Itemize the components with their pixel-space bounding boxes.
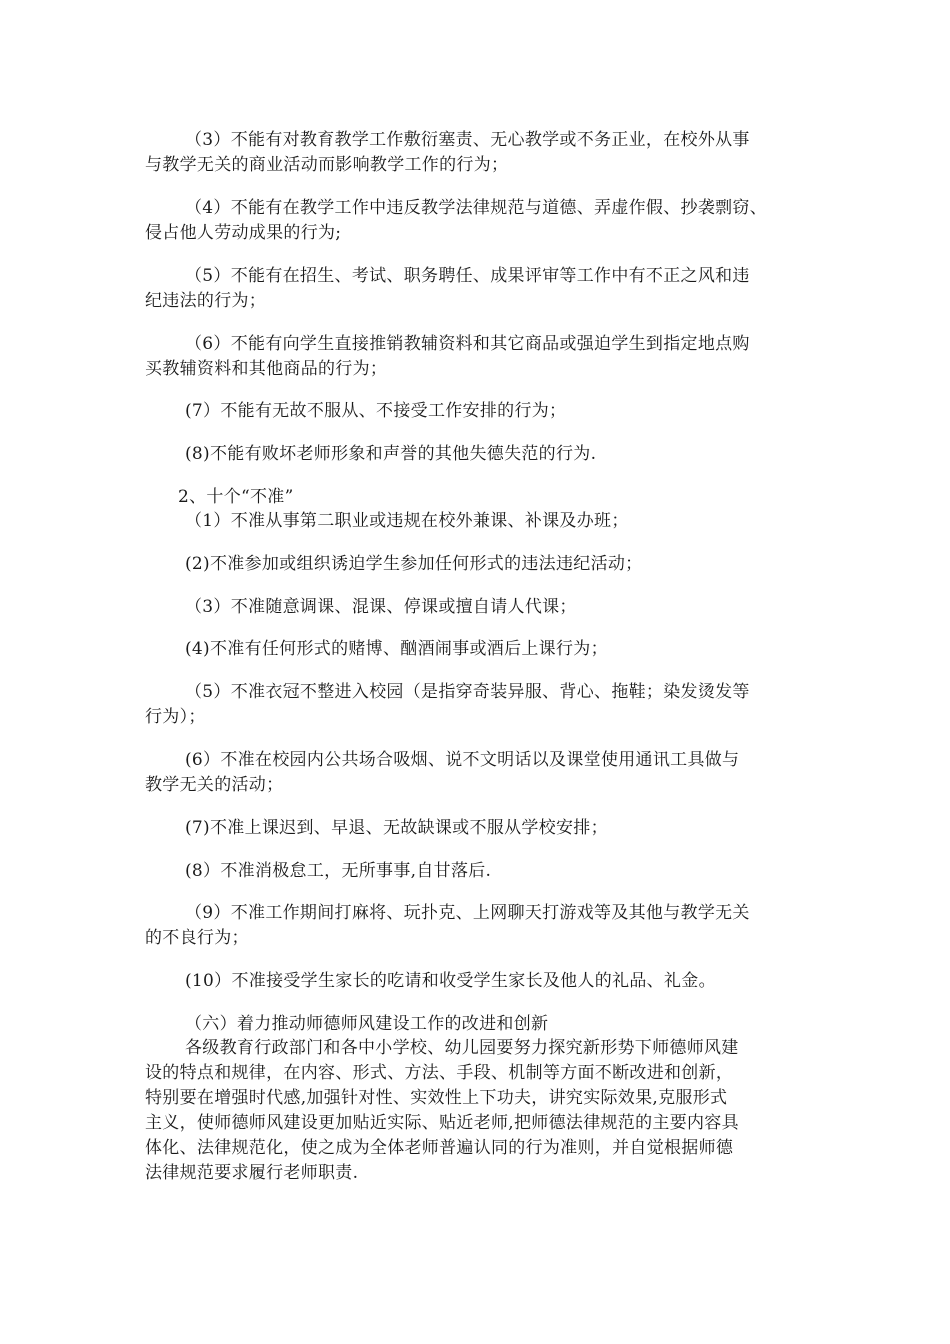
text-line: 侵占他人劳动成果的行为; [145,223,342,243]
section-heading: （六）着力推动师德师风建设工作的改进和创新 [185,1014,549,1034]
text-line: 的不良行为； [145,928,249,948]
text-line: 行为）； [145,707,206,727]
text-line: （3）不准随意调课、混课、停课或擅自请人代课； [185,597,577,617]
text-line: (8）不准消极怠工，无所事事,自甘落后. [185,861,492,881]
text-line: (10）不准接受学生家长的吃请和收受学生家长及他人的礼品、礼金。 [185,971,716,991]
text-line: （5）不准衣冠不整进入校园（是指穿奇装异服、背心、拖鞋；染发烫发等 [185,682,750,702]
text-line: （4）不能有在教学工作中违反教学法律规范与道德、弄虚作假、抄袭剽窃、 [185,198,768,218]
text-line: 各级教育行政部门和各中小学校、幼儿园要努力探究新形势下师德师风建 [185,1038,739,1058]
section-heading: 2、十个“不准” [178,487,294,507]
text-line: (2)不准参加或组织诱迫学生参加任何形式的违法违纪活动； [185,554,643,574]
text-line: 买教辅资料和其他商品的行为； [145,359,388,379]
text-line: (7)不准上课迟到、早退、无故缺课或不服从学校安排； [185,818,608,838]
text-line: (8)不能有败坏老师形象和声誉的其他失德失范的行为. [185,444,597,464]
text-line: (4)不准有任何形式的赌博、酗酒闹事或酒后上课行为； [185,639,608,659]
text-line: （1）不准从事第二职业或违规在校外兼课、补课及办班； [185,511,629,531]
text-line: （6）不能有向学生直接推销教辅资料和其它商品或强迫学生到指定地点购 [185,334,750,354]
text-line: 教学无关的活动； [145,775,284,795]
text-line: 主义，使师德师风建设更加贴近实际、贴近老师,把师德法律规范的主要内容具 [145,1113,739,1133]
text-line: （3）不能有对教育教学工作敷衍塞责、无心教学或不务正业，在校外从事 [185,130,750,150]
text-line: 设的特点和规律，在内容、形式、方法、手段、机制等方面不断改进和创新， [145,1063,734,1083]
text-line: (7）不能有无故不服从、不接受工作安排的行为； [185,401,567,421]
text-line: 纪违法的行为； [145,291,267,311]
text-line: 与教学无关的商业活动而影响教学工作的行为； [145,155,509,175]
text-line: 体化、法律规范化，使之成为全体老师普遍认同的行为准则，并自觉根据师德 [145,1138,734,1158]
text-line: 法律规范要求履行老师职责. [145,1163,359,1183]
text-line: 特别要在增强时代感,加强针对性、实效性上下功夫，讲究实际效果,克服形式 [145,1088,728,1108]
text-line: （9）不准工作期间打麻将、玩扑克、上网聊天打游戏等及其他与教学无关 [185,903,750,923]
text-line: (6）不准在校园内公共场合吸烟、说不文明话以及课堂使用通讯工具做与 [185,750,740,770]
text-line: （5）不能有在招生、考试、职务聘任、成果评审等工作中有不正之风和违 [185,266,750,286]
